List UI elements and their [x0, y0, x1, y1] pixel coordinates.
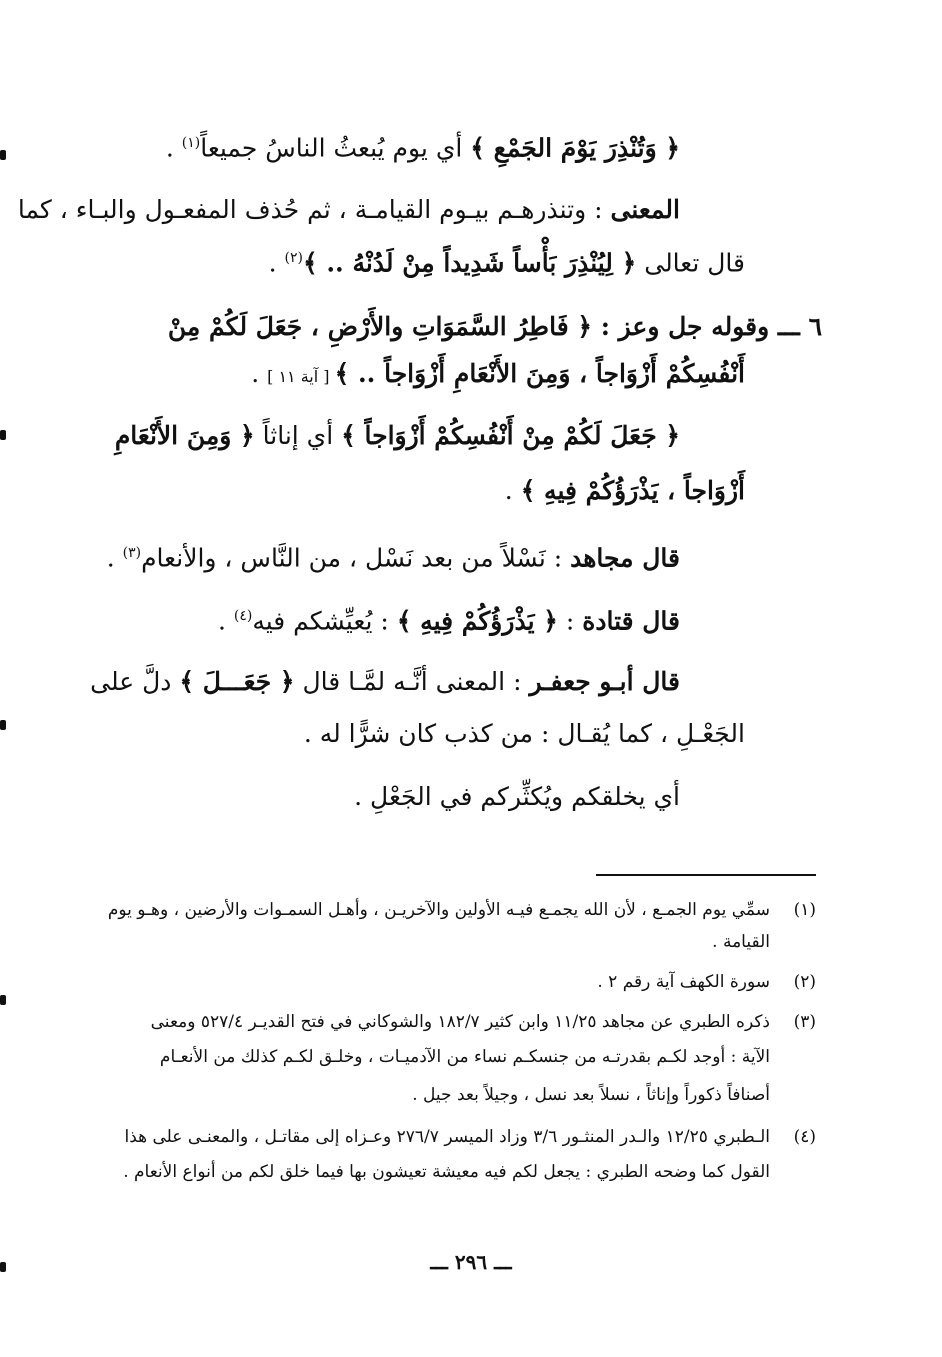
footnote-text: سمِّي يوم الجمـع ، لأن الله يجمـع فيـه الأولين والآخريـن ، وأهـل السمـوات والأرضين ، وهـو يوم — [107, 900, 770, 920]
footnote-separator — [596, 874, 816, 876]
quran-quote: أَزْوَاجاً ، يَذْرَؤُكُمْ فِيهِ ﴾ — [520, 476, 745, 505]
footnote-text: سورة الكهف آية رقم ٢ . — [597, 972, 770, 992]
footnote-number: (٣) — [793, 1012, 816, 1032]
section-number: ٦ ـــ — [777, 312, 822, 341]
scan-edge-mark — [0, 720, 6, 730]
scan-edge-mark — [0, 150, 6, 160]
footnote-ref: (١) — [181, 135, 201, 151]
text-line: قال قتادة : ﴿ يَذْرَؤُكُمْ فِيهِ ﴾ : يُعيِّشكم فيه$^{(٤)}$ . — [217, 606, 680, 636]
page-number: ـــ ٢٩٦ ـــ — [430, 1250, 512, 1274]
text-line: قال مجاهد : نَسْلاً من بعد نَسْل ، من النَّاس ، والأنعام$^{(٣)}$ . — [106, 543, 680, 573]
text-line: المعنى : وتنذرهـم بيـوم القيامـة ، ثم حُذف المفعـول والبـاء ، كما — [17, 195, 680, 224]
text-line: ﴿ وَتُنْذِرَ يَوْمَ الجَمْعِ ﴾ أي يوم يُبعثُ الناسُ جميعاً$^{(١)}$ . — [165, 133, 680, 163]
footnote-number: (١) — [793, 900, 816, 920]
speaker-name: قال أبـو جعفـر — [529, 667, 680, 696]
text-line: أَزْوَاجاً ، يَذْرَؤُكُمْ فِيهِ ﴾ . — [504, 476, 745, 505]
scan-edge-mark — [0, 995, 6, 1005]
footnote-text: الآية : أوجد لكـم بقدرتـه من جنسكـم نساء من الآدميـات ، وخلـق لكـم كذلك من الأنعـام — [159, 1047, 770, 1067]
quran-quote: ﴿ وَتُنْذِرَ يَوْمَ الجَمْعِ ﴾ — [470, 133, 680, 163]
quran-quote: ﴿ جَعَـــلَ ﴾ — [179, 667, 295, 696]
footnote-ref: (٤) — [233, 608, 253, 624]
text-line: الجَعْـلِ ، كما يُقـال : من كذب كان شرًّا له . — [303, 719, 745, 748]
footnote-number: (٤) — [793, 1127, 816, 1147]
quran-quote: ﴿ يَذْرَؤُكُمْ فِيهِ ﴾ — [396, 606, 558, 636]
text-line: أَنْفُسِكُمْ أَزْوَاجاً ، وَمِنَ الأَنْعَامِ أَزْوَاجاً .. ﴾ [ آية ١١ ] . — [251, 359, 745, 388]
term-heading: المعنى — [610, 195, 680, 224]
footnote-ref: (٣) — [122, 545, 142, 561]
scan-edge-mark — [0, 1262, 6, 1272]
text-line: قال أبـو جعفـر : المعنى أنَّـه لمَّـا قال ﴿ جَعَـــلَ ﴾ دلَّ على — [90, 667, 680, 696]
footnote-text: الـطبري ١٢/٢٥ والـدر المنثـور ٣/٦ وزاد الميسر ٢٧٦/٧ وعـزاه إلى مقاتـل ، والمعنـى على هذا — [124, 1127, 770, 1147]
footnote-number: (٢) — [793, 972, 816, 992]
scan-edge-mark — [0, 430, 6, 440]
footnote-text: القول كما وضحه الطبري : يجعل لكم فيه معيشة تعيشون بها فيما خلق لكم من أنواع الأنعام . — [123, 1162, 770, 1182]
verse-ref: [ آية ١١ ] — [267, 367, 335, 386]
quran-quote: ﴿ لِيُنْذِرَ بَأْساً شَدِيداً مِنْ لَدُنْهُ .. ﴾ — [302, 248, 637, 278]
text-line: قال تعالى ﴿ لِيُنْذِرَ بَأْساً شَدِيداً مِنْ لَدُنْهُ .. ﴾$^{(٢)}$ . — [268, 248, 745, 278]
speaker-name: قال مجاهد — [570, 543, 680, 573]
quran-quote: أَنْفُسِكُمْ أَزْوَاجاً ، وَمِنَ الأَنْعَامِ أَزْوَاجاً .. ﴾ — [334, 359, 745, 388]
quran-quote: ﴿ وَمِنَ الأَنْعَامِ — [114, 421, 255, 450]
footnote-text: ذكره الطبري عن مجاهد ١١/٢٥ وابن كثير ١٨٢/٧ والشوكاني في فتح القديـر ٥٢٧/٤ ومعنى — [150, 1012, 770, 1032]
text-line: ٦ ـــ وقوله جل وعز : ﴿ فَاطِرُ السَّمَوَاتِ والأَرْضِ ، جَعَلَ لَكُمْ مِنْ — [167, 312, 822, 341]
footnote-text: أصنافاً ذكوراً وإناثاً ، نسلاً بعد نسل ، وجيلاً بعد جيل . — [412, 1085, 770, 1105]
footnote-ref: (٢) — [284, 250, 303, 266]
speaker-name: قال قتادة — [582, 606, 680, 636]
footnote-text: القيامة . — [712, 932, 770, 952]
text-line: أي يخلقكم ويُكثِّركم في الجَعْلِ . — [354, 782, 680, 811]
text-line: ﴿ جَعَلَ لَكُمْ مِنْ أَنْفُسِكُمْ أَزْوَاجاً ﴾ أي إناثاً ﴿ وَمِنَ الأَنْعَامِ — [114, 421, 680, 450]
quran-quote: ﴿ جَعَلَ لَكُمْ مِنْ أَنْفُسِكُمْ أَزْوَاجاً ﴾ — [341, 421, 680, 450]
